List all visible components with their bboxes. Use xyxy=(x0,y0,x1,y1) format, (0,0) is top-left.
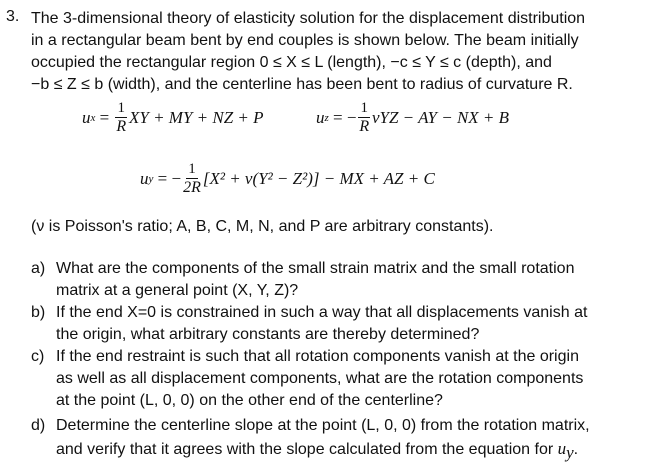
equation-uy xyxy=(140,161,435,196)
question-line: What are the components of the small strain matrix and the small rotation xyxy=(56,260,575,277)
eq-sign: = − xyxy=(153,168,182,188)
question-label: a) xyxy=(31,260,46,277)
question-line: at the point (L, 0, 0) on the other end of the centerline? xyxy=(56,392,443,409)
eq-rhs: XY + MY + NZ + P xyxy=(128,107,264,127)
eq-lhs: u xyxy=(140,168,149,188)
numerator: 1 xyxy=(188,161,196,177)
question-text: and verify that it agrees with the slope calculated from the equation for xyxy=(56,441,558,458)
eq-sub: y xyxy=(148,172,154,185)
problem-number: 3. xyxy=(6,8,20,25)
question-line-last xyxy=(56,437,590,464)
note: (ν is Poisson's ratio; A, B, C, M, N, and P are arbitrary constants). xyxy=(31,218,494,235)
fraction xyxy=(358,100,370,135)
question-line: the origin, what arbitrary constants are thereby determined? xyxy=(56,326,480,343)
eq-sub: x xyxy=(90,111,96,124)
equation-uz xyxy=(316,100,509,135)
denominator: R xyxy=(359,118,370,135)
numerator: 1 xyxy=(117,100,125,116)
denominator: 2R xyxy=(183,179,201,196)
eq-lhs: u xyxy=(82,107,91,127)
intro-line: occupied the rectangular region 0 ≤ X ≤ L (length), −c ≤ Y ≤ c (depth), and xyxy=(31,54,552,71)
question-label: b) xyxy=(31,304,46,321)
numerator: 1 xyxy=(360,100,368,116)
fraction xyxy=(183,161,201,196)
question-line: If the end restraint is such that all rotation components vanish at the origin xyxy=(56,348,579,365)
question-label: d) xyxy=(31,417,46,434)
denominator: R xyxy=(116,118,127,135)
eq-sign: = xyxy=(95,107,114,127)
question-line: Determine the centerline slope at the point (L, 0, 0) from the rotation matrix, xyxy=(56,417,590,434)
question-c xyxy=(31,346,583,412)
question-line: matrix at a general point (X, Y, Z)? xyxy=(56,282,299,299)
math-sub: y xyxy=(566,443,574,463)
intro-line: −b ≤ Z ≤ b (width), and the centerline has been bent to radius of curvature R. xyxy=(31,76,573,93)
question-line: as well as all displacement components, what are the rotation components xyxy=(56,370,584,387)
question-a xyxy=(31,258,574,302)
problem-intro xyxy=(31,8,585,96)
eq-sign: = − xyxy=(328,107,357,127)
question-d xyxy=(31,414,590,464)
question-b xyxy=(31,302,587,346)
question-label: c) xyxy=(31,348,45,365)
math-var: u xyxy=(557,439,567,458)
eq-rhs: νYZ − AY − NX + B xyxy=(371,107,510,127)
eq-sub: z xyxy=(324,111,329,124)
eq-rhs: [X² + ν(Y² − Z²)] − MX + AZ + C xyxy=(202,168,435,188)
period: . xyxy=(573,441,579,458)
intro-line: in a rectangular beam bent by end couples is shown below. The beam initially xyxy=(31,32,579,49)
question-line: If the end X=0 is constrained in such a way that all displacements vanish at xyxy=(56,304,588,321)
fraction xyxy=(115,100,127,135)
intro-line: The 3-dimensional theory of elasticity solution for the displacement distribution xyxy=(31,10,586,27)
eq-lhs: u xyxy=(316,107,325,127)
equation-ux xyxy=(82,100,264,135)
